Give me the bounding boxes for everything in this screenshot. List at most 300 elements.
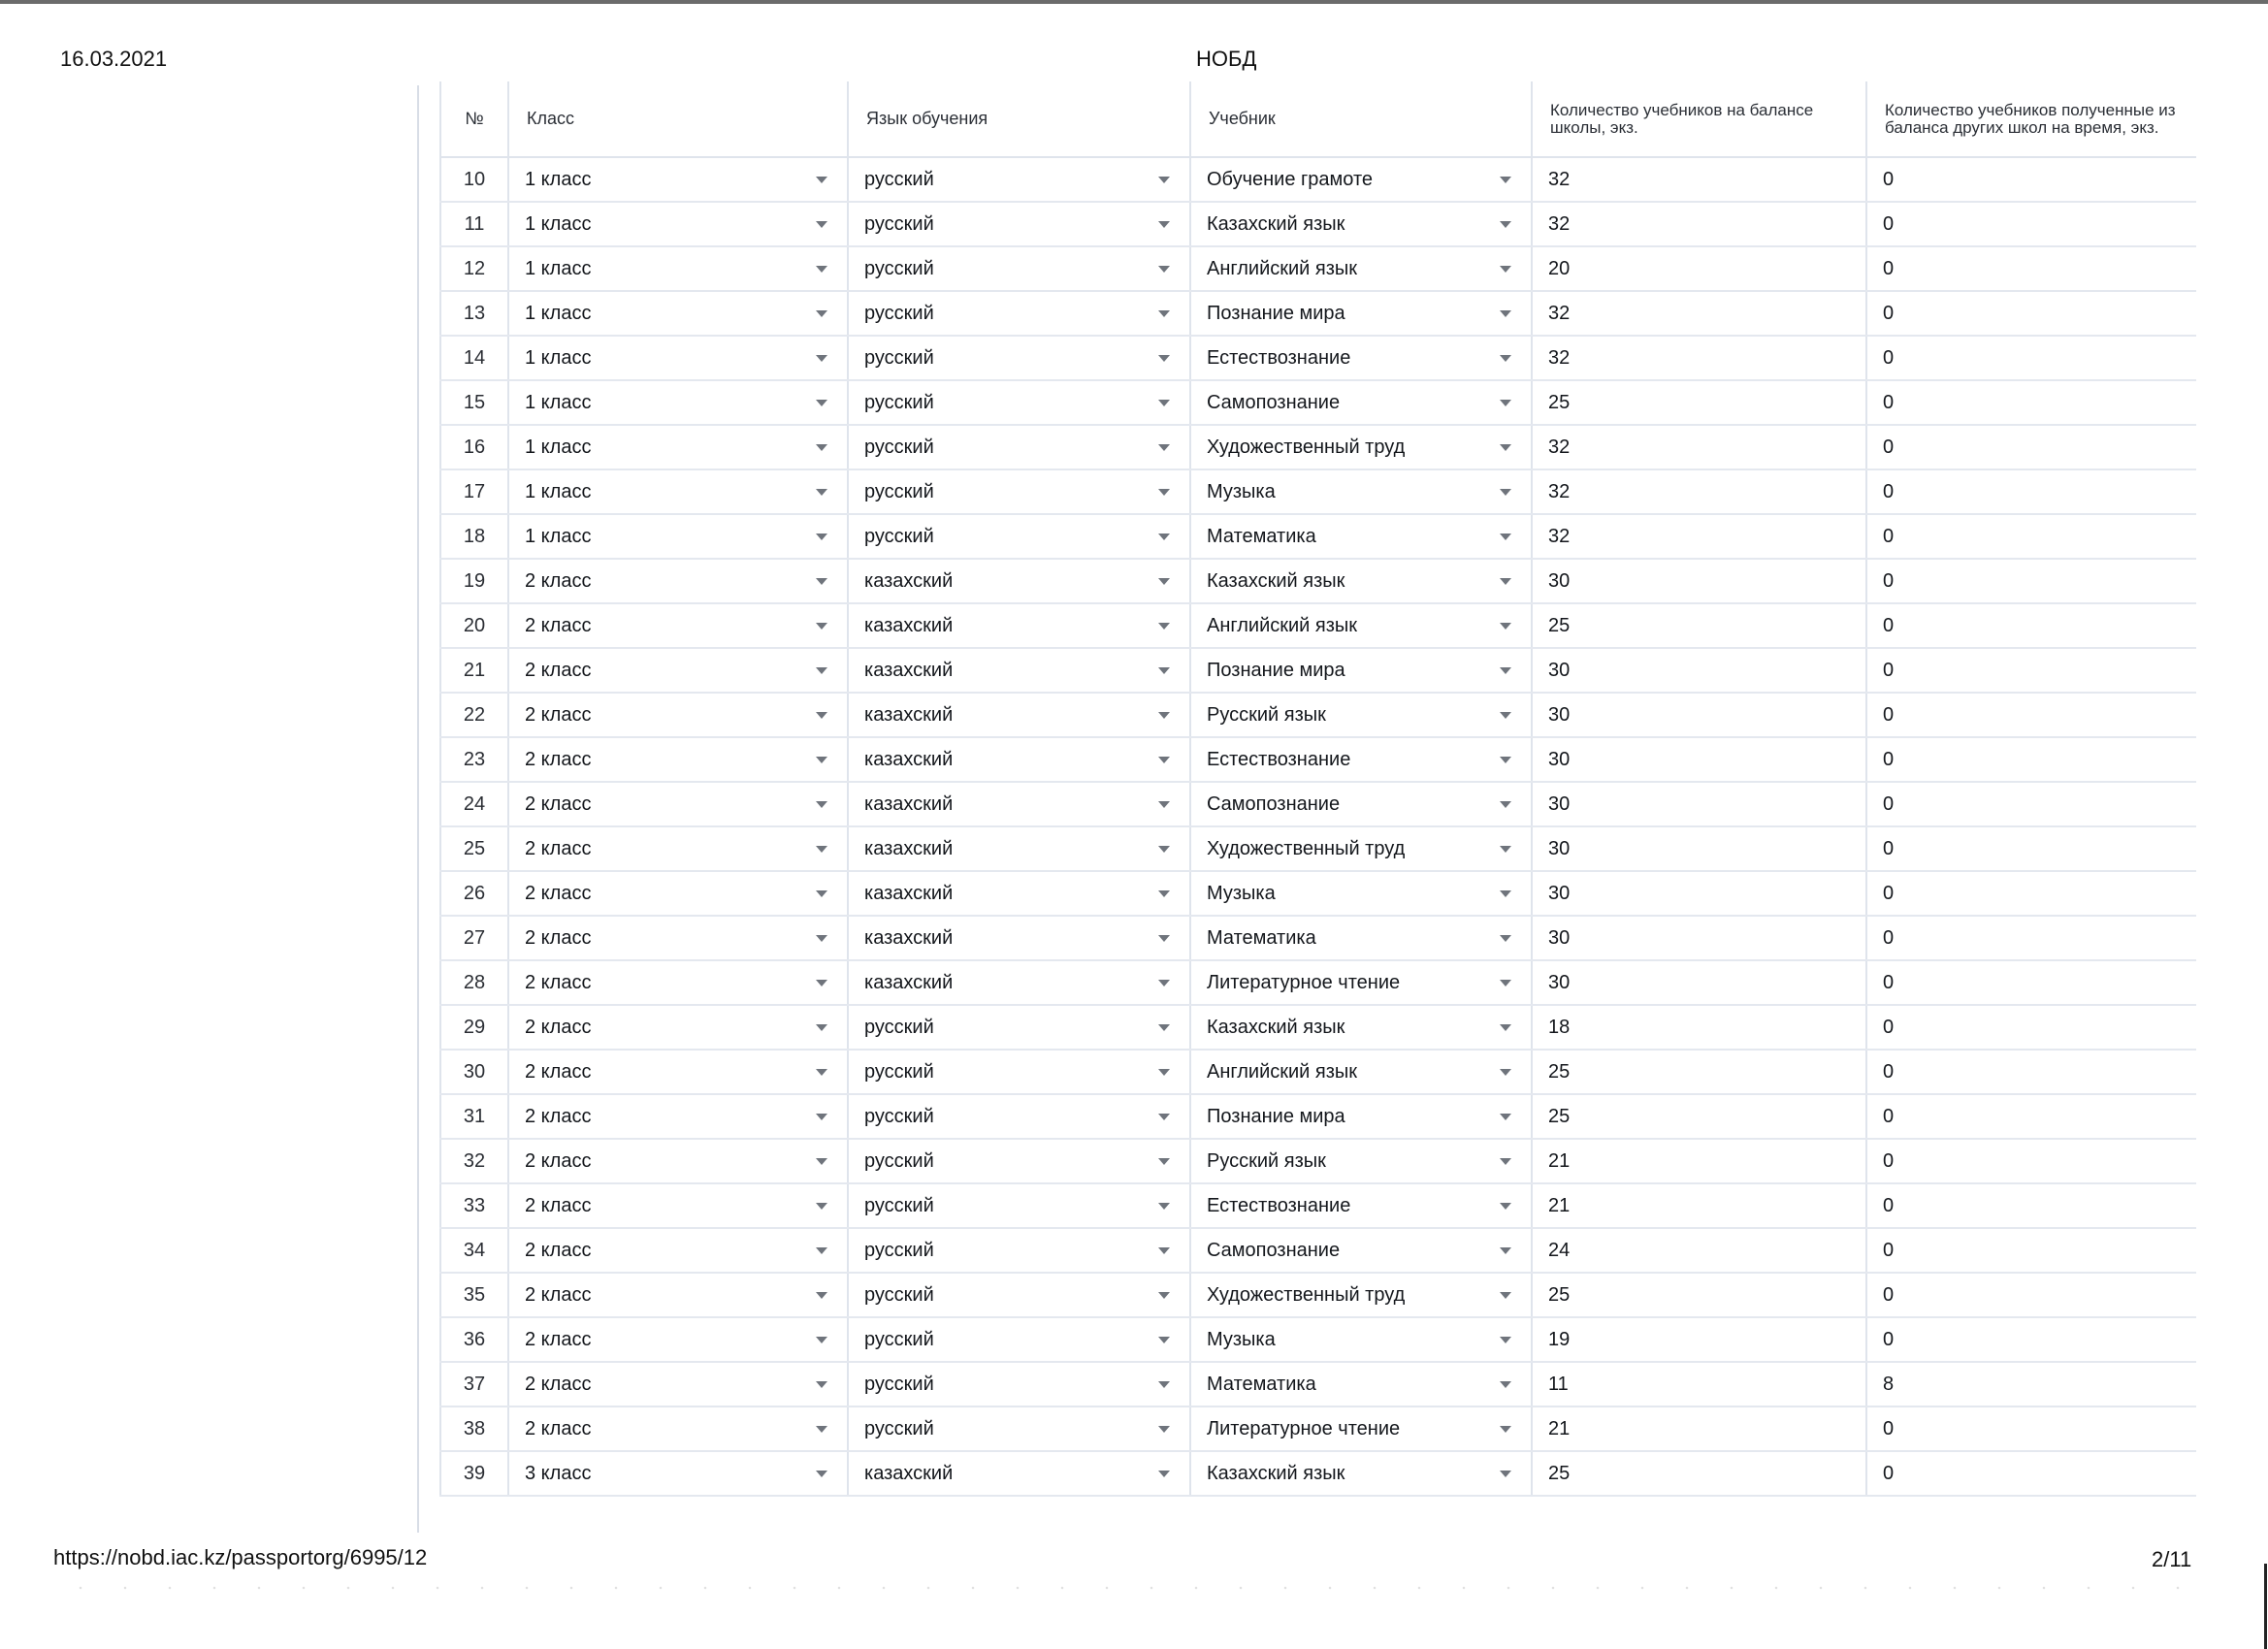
class-select[interactable]	[508, 603, 848, 648]
other-schools-count-field[interactable]: 0	[1866, 1005, 2196, 1050]
other-schools-count-field[interactable]: 8	[1866, 1362, 2196, 1406]
chevron-down-icon[interactable]	[1500, 310, 1511, 317]
textbook-select-control[interactable]	[1207, 615, 1515, 637]
chevron-down-icon[interactable]	[1158, 1114, 1170, 1120]
class-select[interactable]	[508, 782, 848, 826]
chevron-down-icon[interactable]	[1158, 1381, 1170, 1388]
chevron-down-icon[interactable]	[816, 1024, 827, 1031]
textbook-select[interactable]	[1190, 1317, 1532, 1362]
chevron-down-icon[interactable]	[816, 623, 827, 630]
other-schools-count-field[interactable]: 0	[1866, 157, 2196, 202]
textbook-select-control[interactable]	[1207, 392, 1515, 414]
class-select-control[interactable]	[525, 481, 831, 503]
class-select-control[interactable]	[525, 570, 831, 593]
chevron-down-icon[interactable]	[1158, 1292, 1170, 1299]
class-select-control[interactable]	[525, 972, 831, 994]
language-select-control[interactable]	[864, 347, 1174, 370]
chevron-down-icon[interactable]	[1500, 221, 1511, 228]
balance-count-field[interactable]: 11	[1532, 1362, 1866, 1406]
chevron-down-icon[interactable]	[816, 400, 827, 406]
language-select[interactable]	[848, 202, 1190, 246]
chevron-down-icon[interactable]	[816, 1292, 827, 1299]
language-select[interactable]	[848, 1451, 1190, 1496]
chevron-down-icon[interactable]	[1158, 980, 1170, 986]
language-select-control[interactable]	[864, 972, 1174, 994]
other-schools-count-field[interactable]: 0	[1866, 469, 2196, 514]
class-select[interactable]	[508, 1451, 848, 1496]
other-schools-count-field[interactable]: 0	[1866, 916, 2196, 960]
language-select-control[interactable]	[864, 1195, 1174, 1217]
chevron-down-icon[interactable]	[1500, 757, 1511, 763]
language-select-control[interactable]	[864, 660, 1174, 682]
chevron-down-icon[interactable]	[1158, 489, 1170, 496]
chevron-down-icon[interactable]	[1158, 266, 1170, 273]
balance-count-field[interactable]: 32	[1532, 157, 1866, 202]
class-select-control[interactable]	[525, 258, 831, 280]
textbook-select[interactable]	[1190, 782, 1532, 826]
language-select[interactable]	[848, 157, 1190, 202]
other-schools-count-field[interactable]: 0	[1866, 336, 2196, 380]
class-select-control[interactable]	[525, 436, 831, 459]
chevron-down-icon[interactable]	[1158, 578, 1170, 585]
language-select-control[interactable]	[864, 704, 1174, 727]
language-select-control[interactable]	[864, 793, 1174, 816]
textbook-select[interactable]	[1190, 291, 1532, 336]
textbook-select[interactable]	[1190, 1183, 1532, 1228]
textbook-select[interactable]	[1190, 916, 1532, 960]
chevron-down-icon[interactable]	[816, 890, 827, 897]
class-select[interactable]	[508, 1228, 848, 1273]
class-select-control[interactable]	[525, 347, 831, 370]
class-select-control[interactable]	[525, 1284, 831, 1307]
language-select-control[interactable]	[864, 1374, 1174, 1396]
textbook-select-control[interactable]	[1207, 1061, 1515, 1083]
language-select-control[interactable]	[864, 1150, 1174, 1173]
balance-count-field[interactable]: 32	[1532, 425, 1866, 469]
other-schools-count-field[interactable]: 0	[1866, 1451, 2196, 1496]
class-select-control[interactable]	[525, 169, 831, 191]
language-select[interactable]	[848, 425, 1190, 469]
chevron-down-icon[interactable]	[1158, 846, 1170, 853]
chevron-down-icon[interactable]	[816, 1381, 827, 1388]
class-select[interactable]	[508, 1005, 848, 1050]
other-schools-count-field[interactable]: 0	[1866, 871, 2196, 916]
textbook-select-control[interactable]	[1207, 660, 1515, 682]
class-select-control[interactable]	[525, 303, 831, 325]
textbook-select[interactable]	[1190, 336, 1532, 380]
balance-count-field[interactable]: 32	[1532, 336, 1866, 380]
language-select-control[interactable]	[864, 1463, 1174, 1485]
chevron-down-icon[interactable]	[816, 846, 827, 853]
textbook-select[interactable]	[1190, 246, 1532, 291]
chevron-down-icon[interactable]	[1500, 1203, 1511, 1210]
chevron-down-icon[interactable]	[816, 1114, 827, 1120]
class-select[interactable]	[508, 336, 848, 380]
balance-count-field[interactable]: 25	[1532, 1451, 1866, 1496]
balance-count-field[interactable]: 30	[1532, 916, 1866, 960]
class-select[interactable]	[508, 425, 848, 469]
language-select-control[interactable]	[864, 1418, 1174, 1440]
chevron-down-icon[interactable]	[1158, 1337, 1170, 1343]
chevron-down-icon[interactable]	[1500, 177, 1511, 183]
chevron-down-icon[interactable]	[1158, 1069, 1170, 1076]
textbook-select[interactable]	[1190, 514, 1532, 559]
other-schools-count-field[interactable]: 0	[1866, 737, 2196, 782]
textbook-select-control[interactable]	[1207, 972, 1515, 994]
textbook-select-control[interactable]	[1207, 570, 1515, 593]
balance-count-field[interactable]: 25	[1532, 603, 1866, 648]
chevron-down-icon[interactable]	[1158, 177, 1170, 183]
language-select-control[interactable]	[864, 481, 1174, 503]
textbook-select[interactable]	[1190, 157, 1532, 202]
textbook-select[interactable]	[1190, 1139, 1532, 1183]
textbook-select[interactable]	[1190, 1362, 1532, 1406]
class-select[interactable]	[508, 1406, 848, 1451]
textbook-select-control[interactable]	[1207, 347, 1515, 370]
balance-count-field[interactable]: 32	[1532, 202, 1866, 246]
class-select-control[interactable]	[525, 883, 831, 905]
language-select-control[interactable]	[864, 570, 1174, 593]
chevron-down-icon[interactable]	[816, 1426, 827, 1433]
language-select[interactable]	[848, 1406, 1190, 1451]
class-select-control[interactable]	[525, 793, 831, 816]
language-select[interactable]	[848, 1362, 1190, 1406]
chevron-down-icon[interactable]	[816, 980, 827, 986]
chevron-down-icon[interactable]	[1500, 1069, 1511, 1076]
chevron-down-icon[interactable]	[816, 578, 827, 585]
chevron-down-icon[interactable]	[1500, 1114, 1511, 1120]
chevron-down-icon[interactable]	[1500, 1024, 1511, 1031]
language-select[interactable]	[848, 916, 1190, 960]
language-select-control[interactable]	[864, 392, 1174, 414]
language-select[interactable]	[848, 291, 1190, 336]
chevron-down-icon[interactable]	[816, 1471, 827, 1477]
balance-count-field[interactable]: 30	[1532, 782, 1866, 826]
balance-count-field[interactable]: 25	[1532, 1094, 1866, 1139]
language-select[interactable]	[848, 1183, 1190, 1228]
other-schools-count-field[interactable]: 0	[1866, 291, 2196, 336]
other-schools-count-field[interactable]: 0	[1866, 514, 2196, 559]
language-select[interactable]	[848, 469, 1190, 514]
balance-count-field[interactable]: 18	[1532, 1005, 1866, 1050]
textbook-select[interactable]	[1190, 469, 1532, 514]
textbook-select-control[interactable]	[1207, 481, 1515, 503]
class-select[interactable]	[508, 1139, 848, 1183]
chevron-down-icon[interactable]	[1158, 1203, 1170, 1210]
class-select[interactable]	[508, 1317, 848, 1362]
textbook-select[interactable]	[1190, 1228, 1532, 1273]
other-schools-count-field[interactable]: 0	[1866, 648, 2196, 693]
language-select[interactable]	[848, 246, 1190, 291]
language-select-control[interactable]	[864, 1017, 1174, 1039]
textbook-select[interactable]	[1190, 1005, 1532, 1050]
balance-count-field[interactable]: 30	[1532, 737, 1866, 782]
balance-count-field[interactable]: 32	[1532, 514, 1866, 559]
textbook-select[interactable]	[1190, 559, 1532, 603]
textbook-select-control[interactable]	[1207, 1284, 1515, 1307]
other-schools-count-field[interactable]: 0	[1866, 1183, 2196, 1228]
language-select[interactable]	[848, 559, 1190, 603]
chevron-down-icon[interactable]	[1158, 1024, 1170, 1031]
language-select[interactable]	[848, 871, 1190, 916]
textbook-select[interactable]	[1190, 1451, 1532, 1496]
other-schools-count-field[interactable]: 0	[1866, 693, 2196, 737]
class-select[interactable]	[508, 871, 848, 916]
balance-count-field[interactable]: 21	[1532, 1183, 1866, 1228]
other-schools-count-field[interactable]: 0	[1866, 559, 2196, 603]
chevron-down-icon[interactable]	[816, 221, 827, 228]
class-select-control[interactable]	[525, 1106, 831, 1128]
balance-count-field[interactable]: 25	[1532, 1273, 1866, 1317]
textbook-select-control[interactable]	[1207, 704, 1515, 727]
chevron-down-icon[interactable]	[1500, 712, 1511, 719]
chevron-down-icon[interactable]	[1500, 444, 1511, 451]
chevron-down-icon[interactable]	[1500, 801, 1511, 808]
class-select[interactable]	[508, 737, 848, 782]
chevron-down-icon[interactable]	[816, 801, 827, 808]
class-select[interactable]	[508, 1273, 848, 1317]
chevron-down-icon[interactable]	[816, 757, 827, 763]
textbook-select-control[interactable]	[1207, 838, 1515, 860]
chevron-down-icon[interactable]	[816, 1158, 827, 1165]
balance-count-field[interactable]: 21	[1532, 1406, 1866, 1451]
textbook-select-control[interactable]	[1207, 749, 1515, 771]
language-select-control[interactable]	[864, 927, 1174, 950]
other-schools-count-field[interactable]: 0	[1866, 380, 2196, 425]
language-select[interactable]	[848, 514, 1190, 559]
textbook-select-control[interactable]	[1207, 258, 1515, 280]
balance-count-field[interactable]: 30	[1532, 871, 1866, 916]
chevron-down-icon[interactable]	[816, 1069, 827, 1076]
textbook-select-control[interactable]	[1207, 1374, 1515, 1396]
other-schools-count-field[interactable]: 0	[1866, 246, 2196, 291]
language-select-control[interactable]	[864, 1106, 1174, 1128]
chevron-down-icon[interactable]	[1500, 1381, 1511, 1388]
textbook-select-control[interactable]	[1207, 1329, 1515, 1351]
textbook-select[interactable]	[1190, 603, 1532, 648]
textbook-select-control[interactable]	[1207, 1017, 1515, 1039]
language-select[interactable]	[848, 648, 1190, 693]
chevron-down-icon[interactable]	[1500, 355, 1511, 362]
chevron-down-icon[interactable]	[1500, 623, 1511, 630]
chevron-down-icon[interactable]	[816, 1247, 827, 1254]
balance-count-field[interactable]: 30	[1532, 826, 1866, 871]
class-select-control[interactable]	[525, 1150, 831, 1173]
textbook-select[interactable]	[1190, 380, 1532, 425]
class-select[interactable]	[508, 693, 848, 737]
balance-count-field[interactable]: 32	[1532, 469, 1866, 514]
language-select-control[interactable]	[864, 749, 1174, 771]
other-schools-count-field[interactable]: 0	[1866, 202, 2196, 246]
chevron-down-icon[interactable]	[816, 534, 827, 540]
textbook-select[interactable]	[1190, 1273, 1532, 1317]
class-select[interactable]	[508, 246, 848, 291]
language-select[interactable]	[848, 1050, 1190, 1094]
chevron-down-icon[interactable]	[1500, 980, 1511, 986]
language-select-control[interactable]	[864, 1329, 1174, 1351]
textbook-select[interactable]	[1190, 648, 1532, 693]
balance-count-field[interactable]: 30	[1532, 648, 1866, 693]
chevron-down-icon[interactable]	[1158, 1471, 1170, 1477]
chevron-down-icon[interactable]	[1158, 1426, 1170, 1433]
other-schools-count-field[interactable]: 0	[1866, 960, 2196, 1005]
other-schools-count-field[interactable]: 0	[1866, 1094, 2196, 1139]
chevron-down-icon[interactable]	[816, 489, 827, 496]
textbook-select-control[interactable]	[1207, 1150, 1515, 1173]
language-select-control[interactable]	[864, 1240, 1174, 1262]
balance-count-field[interactable]: 30	[1532, 693, 1866, 737]
class-select[interactable]	[508, 202, 848, 246]
language-select[interactable]	[848, 1005, 1190, 1050]
chevron-down-icon[interactable]	[1158, 667, 1170, 674]
textbook-select-control[interactable]	[1207, 1240, 1515, 1262]
chevron-down-icon[interactable]	[1158, 801, 1170, 808]
chevron-down-icon[interactable]	[1500, 890, 1511, 897]
textbook-select[interactable]	[1190, 871, 1532, 916]
class-select[interactable]	[508, 380, 848, 425]
textbook-select[interactable]	[1190, 1050, 1532, 1094]
chevron-down-icon[interactable]	[1158, 1158, 1170, 1165]
textbook-select-control[interactable]	[1207, 1106, 1515, 1128]
balance-count-field[interactable]: 24	[1532, 1228, 1866, 1273]
chevron-down-icon[interactable]	[816, 935, 827, 942]
textbook-select-control[interactable]	[1207, 1463, 1515, 1485]
textbook-select-control[interactable]	[1207, 793, 1515, 816]
textbook-select[interactable]	[1190, 693, 1532, 737]
chevron-down-icon[interactable]	[1500, 846, 1511, 853]
language-select[interactable]	[848, 826, 1190, 871]
class-select-control[interactable]	[525, 927, 831, 950]
balance-count-field[interactable]: 20	[1532, 246, 1866, 291]
balance-count-field[interactable]: 32	[1532, 291, 1866, 336]
language-select-control[interactable]	[864, 436, 1174, 459]
language-select-control[interactable]	[864, 615, 1174, 637]
chevron-down-icon[interactable]	[816, 1203, 827, 1210]
other-schools-count-field[interactable]: 0	[1866, 1406, 2196, 1451]
balance-count-field[interactable]: 30	[1532, 559, 1866, 603]
other-schools-count-field[interactable]: 0	[1866, 1050, 2196, 1094]
chevron-down-icon[interactable]	[1500, 1292, 1511, 1299]
class-select-control[interactable]	[525, 615, 831, 637]
chevron-down-icon[interactable]	[816, 1337, 827, 1343]
textbook-select[interactable]	[1190, 737, 1532, 782]
chevron-down-icon[interactable]	[1500, 489, 1511, 496]
textbook-select-control[interactable]	[1207, 927, 1515, 950]
chevron-down-icon[interactable]	[816, 444, 827, 451]
class-select-control[interactable]	[525, 1195, 831, 1217]
class-select[interactable]	[508, 1094, 848, 1139]
chevron-down-icon[interactable]	[1500, 1158, 1511, 1165]
class-select[interactable]	[508, 514, 848, 559]
chevron-down-icon[interactable]	[816, 310, 827, 317]
chevron-down-icon[interactable]	[1500, 667, 1511, 674]
language-select[interactable]	[848, 737, 1190, 782]
chevron-down-icon[interactable]	[1158, 1247, 1170, 1254]
class-select-control[interactable]	[525, 1418, 831, 1440]
chevron-down-icon[interactable]	[1158, 355, 1170, 362]
textbook-select[interactable]	[1190, 1406, 1532, 1451]
class-select[interactable]	[508, 648, 848, 693]
chevron-down-icon[interactable]	[816, 667, 827, 674]
textbook-select-control[interactable]	[1207, 169, 1515, 191]
textbook-select-control[interactable]	[1207, 436, 1515, 459]
chevron-down-icon[interactable]	[1158, 310, 1170, 317]
textbook-select-control[interactable]	[1207, 213, 1515, 236]
chevron-down-icon[interactable]	[1158, 444, 1170, 451]
textbook-select[interactable]	[1190, 1094, 1532, 1139]
language-select[interactable]	[848, 1139, 1190, 1183]
class-select-control[interactable]	[525, 1017, 831, 1039]
class-select-control[interactable]	[525, 704, 831, 727]
other-schools-count-field[interactable]: 0	[1866, 1139, 2196, 1183]
other-schools-count-field[interactable]: 0	[1866, 826, 2196, 871]
class-select[interactable]	[508, 1183, 848, 1228]
class-select-control[interactable]	[525, 838, 831, 860]
class-select-control[interactable]	[525, 660, 831, 682]
textbook-select[interactable]	[1190, 202, 1532, 246]
language-select[interactable]	[848, 336, 1190, 380]
chevron-down-icon[interactable]	[816, 712, 827, 719]
chevron-down-icon[interactable]	[1500, 578, 1511, 585]
other-schools-count-field[interactable]: 0	[1866, 425, 2196, 469]
class-select[interactable]	[508, 291, 848, 336]
class-select[interactable]	[508, 826, 848, 871]
chevron-down-icon[interactable]	[1500, 534, 1511, 540]
chevron-down-icon[interactable]	[1500, 266, 1511, 273]
language-select-control[interactable]	[864, 213, 1174, 236]
chevron-down-icon[interactable]	[1500, 935, 1511, 942]
language-select[interactable]	[848, 782, 1190, 826]
class-select[interactable]	[508, 1050, 848, 1094]
chevron-down-icon[interactable]	[1158, 935, 1170, 942]
language-select[interactable]	[848, 1094, 1190, 1139]
language-select-control[interactable]	[864, 258, 1174, 280]
language-select-control[interactable]	[864, 1061, 1174, 1083]
chevron-down-icon[interactable]	[1158, 534, 1170, 540]
textbook-select-control[interactable]	[1207, 883, 1515, 905]
balance-count-field[interactable]: 19	[1532, 1317, 1866, 1362]
chevron-down-icon[interactable]	[1500, 1471, 1511, 1477]
class-select[interactable]	[508, 916, 848, 960]
textbook-select-control[interactable]	[1207, 1418, 1515, 1440]
class-select-control[interactable]	[525, 1061, 831, 1083]
class-select-control[interactable]	[525, 1329, 831, 1351]
language-select[interactable]	[848, 1228, 1190, 1273]
chevron-down-icon[interactable]	[1500, 1337, 1511, 1343]
class-select-control[interactable]	[525, 1240, 831, 1262]
chevron-down-icon[interactable]	[1158, 400, 1170, 406]
other-schools-count-field[interactable]: 0	[1866, 782, 2196, 826]
other-schools-count-field[interactable]: 0	[1866, 1228, 2196, 1273]
chevron-down-icon[interactable]	[816, 266, 827, 273]
class-select-control[interactable]	[525, 749, 831, 771]
balance-count-field[interactable]: 25	[1532, 380, 1866, 425]
chevron-down-icon[interactable]	[1158, 757, 1170, 763]
other-schools-count-field[interactable]: 0	[1866, 1273, 2196, 1317]
class-select-control[interactable]	[525, 213, 831, 236]
language-select[interactable]	[848, 693, 1190, 737]
chevron-down-icon[interactable]	[816, 177, 827, 183]
class-select-control[interactable]	[525, 1463, 831, 1485]
textbook-select-control[interactable]	[1207, 526, 1515, 548]
other-schools-count-field[interactable]: 0	[1866, 603, 2196, 648]
chevron-down-icon[interactable]	[1158, 890, 1170, 897]
language-select-control[interactable]	[864, 1284, 1174, 1307]
class-select[interactable]	[508, 157, 848, 202]
class-select[interactable]	[508, 960, 848, 1005]
textbook-select[interactable]	[1190, 425, 1532, 469]
language-select-control[interactable]	[864, 526, 1174, 548]
